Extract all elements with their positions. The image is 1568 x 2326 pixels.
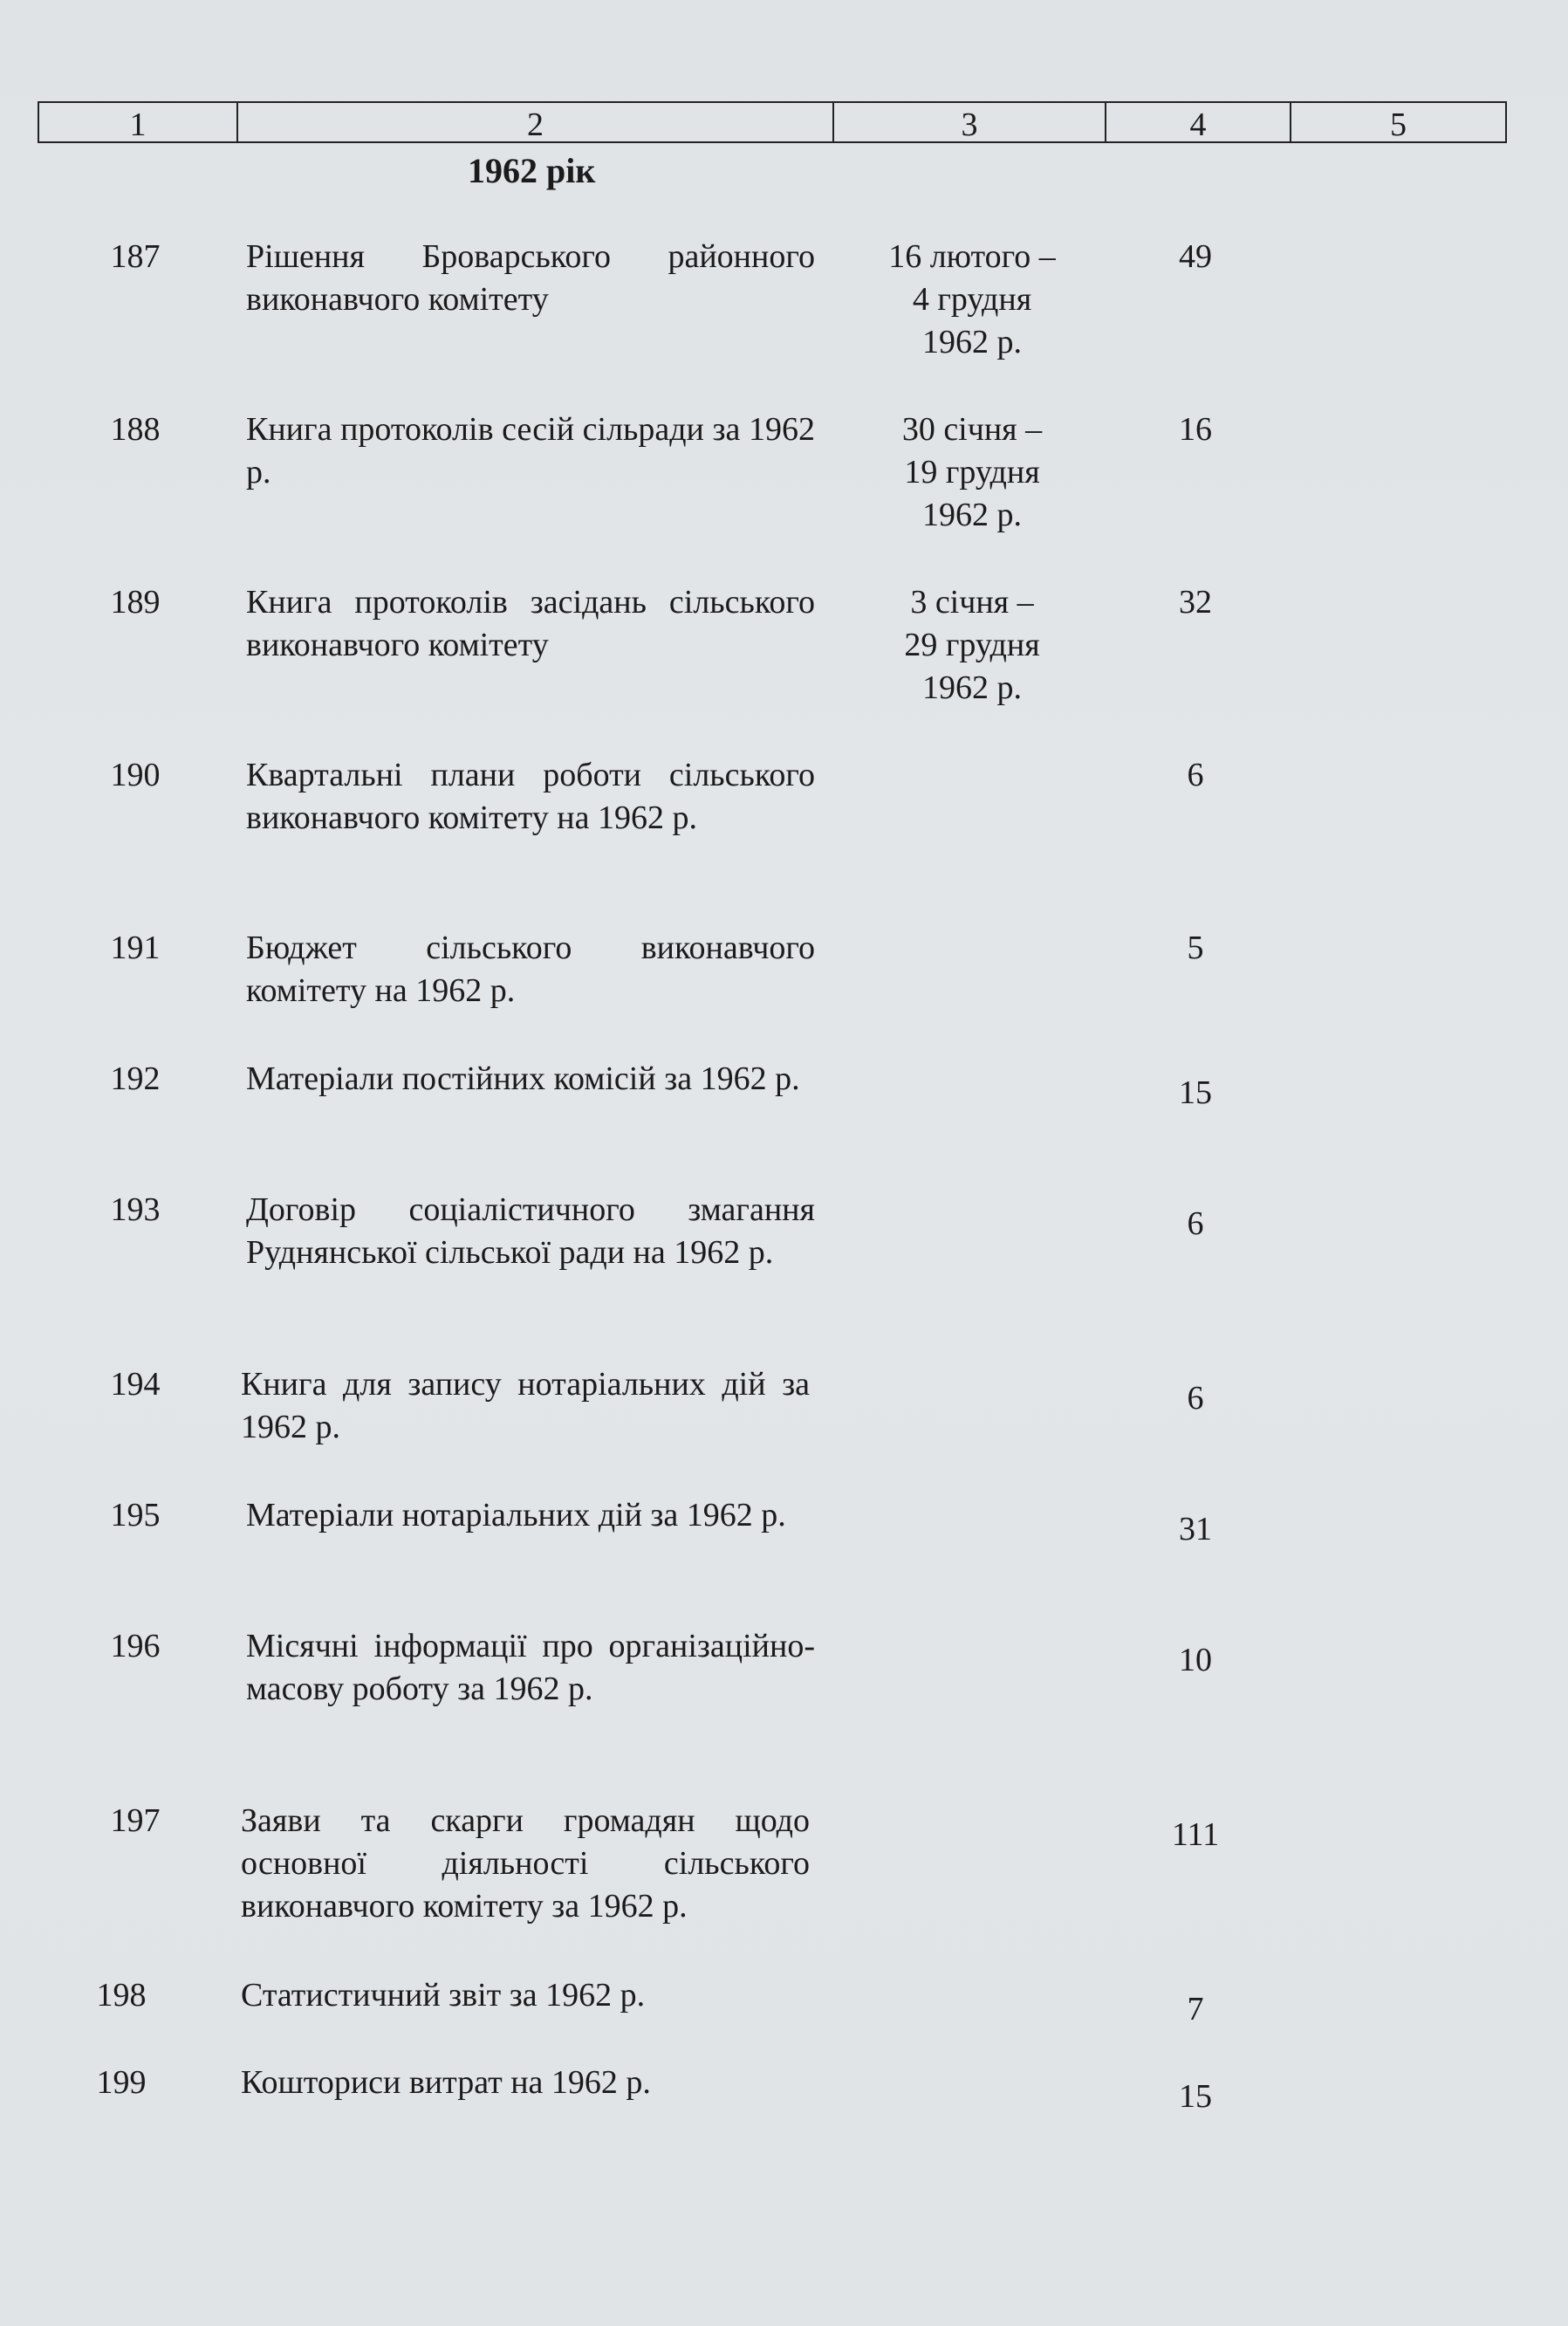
- item-sheet-count: 31: [1179, 1511, 1212, 1547]
- item-sheet-count: 5: [1187, 930, 1204, 966]
- column-header-1: 1: [39, 103, 238, 141]
- item-sheet-count: 10: [1179, 1642, 1212, 1678]
- item-title: Книга протоколів засідань сільського виконавчого комітету: [246, 584, 815, 663]
- item-sheet-count: 15: [1179, 2078, 1212, 2115]
- year-heading: 1962 рік: [468, 151, 596, 190]
- item-sheet-count: 6: [1187, 1205, 1204, 1242]
- item-dates: 30 січня – 19 грудня 1962 р.: [901, 411, 1043, 533]
- item-number: 189: [110, 584, 161, 621]
- item-number: 195: [110, 1497, 161, 1534]
- item-dates: 3 січня – 29 грудня 1962 р.: [904, 584, 1040, 706]
- column-header-3: 3: [834, 103, 1106, 141]
- item-title: Бюджет сільського виконавчого комітету на 1962 р.: [246, 930, 815, 1009]
- item-number: 190: [110, 757, 161, 793]
- item-sheet-count: 7: [1187, 1991, 1204, 2028]
- item-number: 192: [110, 1060, 161, 1097]
- column-header-4: 4: [1106, 103, 1291, 141]
- item-title: Договір соціалістичного змагання Руднянської сільської ради на 1962 р.: [246, 1191, 815, 1271]
- column-number-header: [38, 101, 1507, 143]
- item-number: 193: [110, 1191, 161, 1228]
- item-title: Статистичний звіт за 1962 р.: [241, 1977, 646, 2014]
- item-sheet-count: 6: [1187, 757, 1204, 793]
- item-title: Рішення Броварського районного виконавчого комітету: [246, 238, 815, 318]
- item-dates: 16 лютого – 4 грудня 1962 р.: [888, 238, 1056, 360]
- item-title: Книга для запису нотаріальних дій за 1962 р.: [241, 1366, 810, 1445]
- item-title: Кошториси витрат на 1962 р.: [241, 2064, 651, 2101]
- item-title: Матеріали нотаріальних дій за 1962 р.: [246, 1497, 786, 1534]
- item-sheet-count: 49: [1179, 238, 1212, 275]
- item-number: 194: [110, 1366, 161, 1403]
- item-sheet-count: 32: [1179, 584, 1212, 621]
- item-number: 191: [110, 930, 161, 966]
- column-header-5: 5: [1390, 106, 1407, 143]
- item-number: 197: [110, 1802, 161, 1839]
- item-sheet-count: 15: [1179, 1074, 1212, 1111]
- item-sheet-count: 111: [1171, 1816, 1220, 1853]
- item-title: Книга протоколів сесій сільради за 1962 р.: [246, 411, 815, 491]
- item-number: 199: [96, 2064, 147, 2101]
- item-title: Квартальні плани роботи сільського виконавчого комітету на 1962 р.: [246, 757, 815, 836]
- item-title: Заяви та скарги громадян щодо основної діяльності сільського виконавчого комітету за 1962 р.: [241, 1802, 810, 1925]
- item-sheet-count: 6: [1187, 1380, 1204, 1417]
- column-header-2: 2: [238, 103, 834, 141]
- item-title: Місячні інформації про організаційно-масову роботу за 1962 р.: [246, 1628, 815, 1707]
- item-number: 188: [110, 411, 161, 448]
- item-title: Матеріали постійних комісій за 1962 р.: [246, 1060, 800, 1097]
- item-number: 198: [96, 1977, 147, 2014]
- item-number: 187: [110, 238, 161, 275]
- item-sheet-count: 16: [1179, 411, 1212, 448]
- item-number: 196: [110, 1628, 161, 1664]
